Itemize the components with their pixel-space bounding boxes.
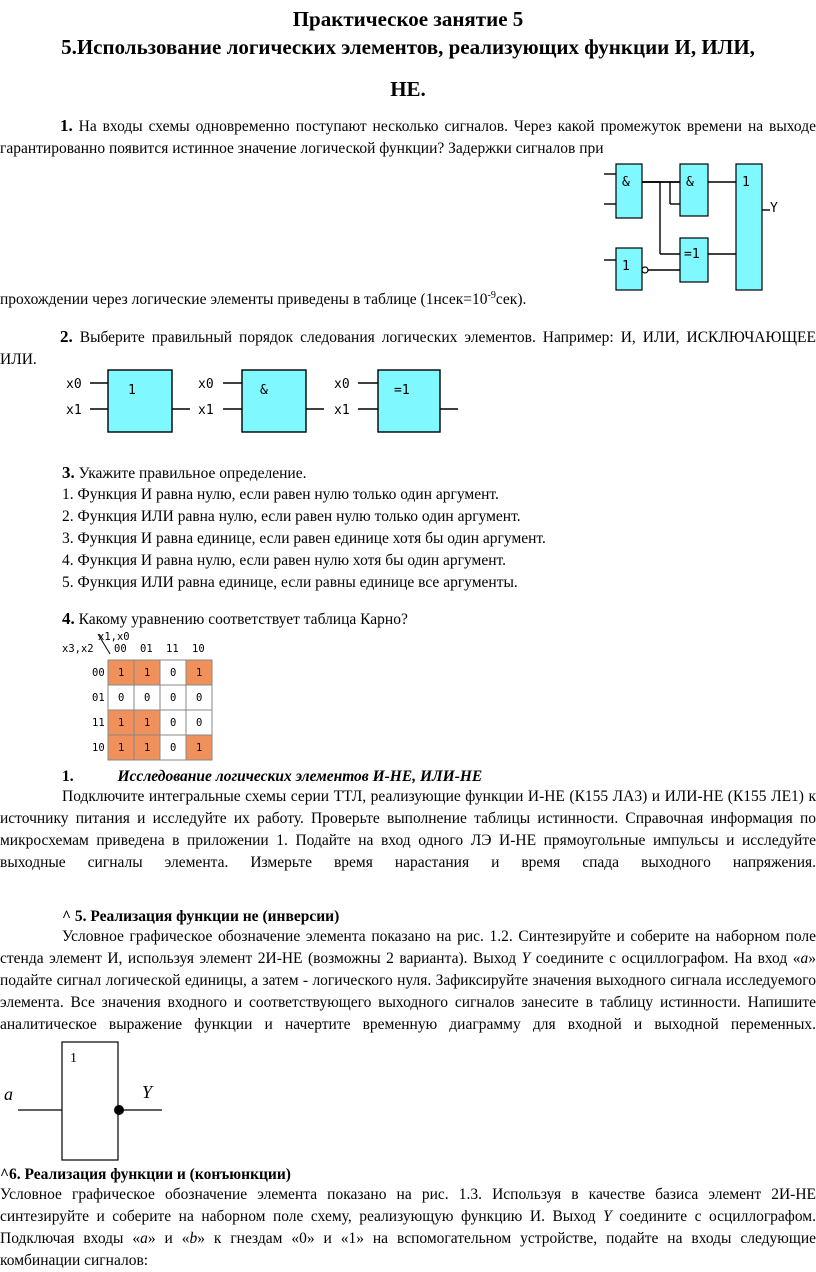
section5-body xyxy=(0,926,816,1036)
section5-body-3: » подайте сигнал логической единицы, а затем - логического нуля. Зафиксируйте значения выходного сигнала исследуемого элемента. Все значения входного и соответствующего выходного сигналов занесите в таблицу истинности. Напишите аналитическое выражение функции и начертите временную диаграмму для входной и выходной переменных. xyxy=(0,950,816,1033)
q3-prompt xyxy=(62,462,306,485)
section6-body-4: » к гнездам «0» и «1» на вспомогательном устройстве, подайте на входы следующие комбинации сигналов: xyxy=(0,1230,816,1269)
section1-heading-text: Исследование логических элементов И-НЕ, ИЛИ-НЕ xyxy=(117,768,483,785)
kmap-row-header: 01 xyxy=(92,692,105,704)
q2-gate2-in1: x1 xyxy=(198,403,214,418)
kmap-cell-value: 1 xyxy=(144,717,151,729)
inverter-output-label: Y xyxy=(142,1082,153,1102)
section6-body-y: Y xyxy=(603,1208,612,1225)
q2-gate2-symbol: & xyxy=(260,383,268,398)
kmap-cell-value: 1 xyxy=(196,667,203,679)
kmap-row-vars: x3,x2 xyxy=(62,643,94,655)
q1-gate-and2-symbol: & xyxy=(686,175,694,190)
q2-number: 2. xyxy=(60,327,73,346)
inverter-input-label: a xyxy=(4,1084,13,1104)
section5-body-a: а xyxy=(800,950,809,967)
q1-text-b xyxy=(0,285,526,311)
section5-body-y: Y xyxy=(521,950,531,967)
q1-text xyxy=(0,115,816,160)
kmap-cell-value: 0 xyxy=(196,692,203,704)
q2-gate1-symbol: 1 xyxy=(128,383,136,398)
inverter-figure xyxy=(0,1040,180,1166)
q1-text-b-sup: -9 xyxy=(487,290,496,301)
inverter-symbol: 1 xyxy=(70,1051,77,1066)
q2-gate1-in0: x0 xyxy=(66,377,82,392)
q1-circuit-diagram xyxy=(596,160,796,300)
q1-gate-xor-symbol: =1 xyxy=(684,247,700,262)
section6-body-a: а xyxy=(140,1230,148,1247)
page-title-line-2: 5.Использование логических элементов, реализующих функции И, ИЛИ, xyxy=(61,35,755,59)
kmap-cell-value: 0 xyxy=(118,692,125,704)
section5-body-1: Условное графическое обозначение элемента показано на рис. 1.2. Синтезируйте и соберите на наборном поле стенда элемент И, используя элемент 2И-НЕ (возможны 2 варианта). Выход xyxy=(0,928,816,967)
q4-prompt-text: Какому уравнению соответствует таблица Карно? xyxy=(78,611,408,628)
q4-number: 4. xyxy=(62,609,75,628)
kmap-cell-value: 1 xyxy=(144,742,151,754)
section6-heading: ^6. Реализация функции и (конъюнкции) xyxy=(0,1166,291,1183)
kmap-cell-value: 1 xyxy=(196,742,203,754)
q1-gate-not-symbol: 1 xyxy=(622,259,630,274)
kmap-cell-value: 0 xyxy=(144,692,151,704)
section5-body-2: соедините с осциллографом. На вход « xyxy=(530,950,801,967)
kmap-cell-value: 1 xyxy=(118,717,125,729)
section1-heading xyxy=(62,766,482,788)
section1-number: 1. xyxy=(62,768,74,785)
kmap-col-header: 00 xyxy=(114,643,127,655)
kmap-cell-value: 0 xyxy=(170,692,177,704)
q1-number: 1. xyxy=(60,116,73,135)
q3-prompt-text: Укажите правильное определение. xyxy=(78,465,307,482)
q3-option-3: 3. Функция И равна единице, если равен единице хотя бы один аргумент. xyxy=(62,530,546,547)
q3-number: 3. xyxy=(62,463,75,482)
q1-text-b-post: сек). xyxy=(495,291,527,309)
section5-heading: ^ 5. Реализация функции не (инверсии) xyxy=(62,908,340,925)
kmap-cell-value: 1 xyxy=(144,667,151,679)
q1-gate-or-symbol: 1 xyxy=(742,175,750,190)
q2-gate2-in0: x0 xyxy=(198,377,214,392)
q1-text-a: На входы схемы одновременно поступают несколько сигналов. Через какой промежуток времени на выходе гарантированно появится истинное значение логической функции? Задержки сигналов при xyxy=(0,118,816,157)
q2-gate3-symbol: =1 xyxy=(394,383,410,398)
kmap-cell-value: 1 xyxy=(118,742,125,754)
q2-gate-row xyxy=(60,368,470,438)
section6-body-3: » и « xyxy=(147,1230,190,1247)
kmap-col-header: 01 xyxy=(140,643,153,655)
kmap-cell-value: 1 xyxy=(118,667,125,679)
q2-gate1-in1: x1 xyxy=(66,403,82,418)
q2-gate3-in0: x0 xyxy=(334,377,350,392)
kmap-cell-value: 0 xyxy=(170,717,177,729)
kmap-row-header: 10 xyxy=(92,742,105,754)
section1-body: Подключите интегральные схемы серии ТТЛ, реализующие функции И-НЕ (К155 ЛА3) и ИЛИ-НЕ (К155 ЛЕ1) к источнику питания и исследуйте их работу. Проверьте выполнение таблицы истинности. Справочная информация по микросхемам приведена в приложении 1. Подайте на вход одного ЛЭ И-НЕ прямоугольные импульсы и исследуйте выходные сигналы элемента. Измерьте время нарастания и время спада выходного напряжения. xyxy=(0,788,816,871)
kmap-col-vars: x1,x0 xyxy=(98,631,130,643)
q1-text-b-pre: прохождении через логические элементы приведены в таблице (1нсек=10 xyxy=(0,291,488,309)
kmap-cell-value: 0 xyxy=(196,717,203,729)
kmap-cell-value: 0 xyxy=(170,667,177,679)
q2-text-body: Выберите правильный порядок следования логических элементов. Например: И, ИЛИ, ИСКЛЮЧАЮЩЕЕ ИЛИ. xyxy=(0,329,816,368)
q3-option-1: 1. Функция И равна нулю, если равен нулю только один аргумент. xyxy=(62,486,499,503)
kmap-col-header: 11 xyxy=(166,643,179,655)
q1-output-label: Y xyxy=(770,201,778,216)
section6-body xyxy=(0,1184,816,1272)
q3-option-2: 2. Функция ИЛИ равна нулю, если равен нулю только один аргумент. xyxy=(62,508,521,525)
kmap-row-header: 11 xyxy=(92,717,105,729)
section6-body-2: соедините с осциллографом. Подключая входы « xyxy=(0,1208,816,1247)
kmap-col-header: 10 xyxy=(192,643,205,655)
page-title-line-3: НЕ. xyxy=(390,77,426,101)
q3-option-5: 5. Функция ИЛИ равна единице, если равны единице все аргументы. xyxy=(62,574,518,591)
q2-text xyxy=(0,326,816,371)
q2-gate3-in1: x1 xyxy=(334,403,350,418)
kmap-cell-value: 0 xyxy=(170,742,177,754)
karnaugh-map xyxy=(60,628,220,764)
kmap-row-header: 00 xyxy=(92,667,105,679)
section6-body-b: b xyxy=(189,1230,198,1247)
page-title-line-1: Практическое занятие 5 xyxy=(292,7,524,31)
q1-gate-and1-symbol: & xyxy=(622,175,630,190)
section6-body-1: Условное графическое обозначение элемента показано на рис. 1.3. Используя в качестве базиса элемент 2И-НЕ синтезируйте и соберите на наборном поле схему, реализующую функцию И. Выход xyxy=(0,1186,816,1225)
q3-option-4: 4. Функция И равна нулю, если равен нулю хотя бы один аргумент. xyxy=(62,552,507,569)
